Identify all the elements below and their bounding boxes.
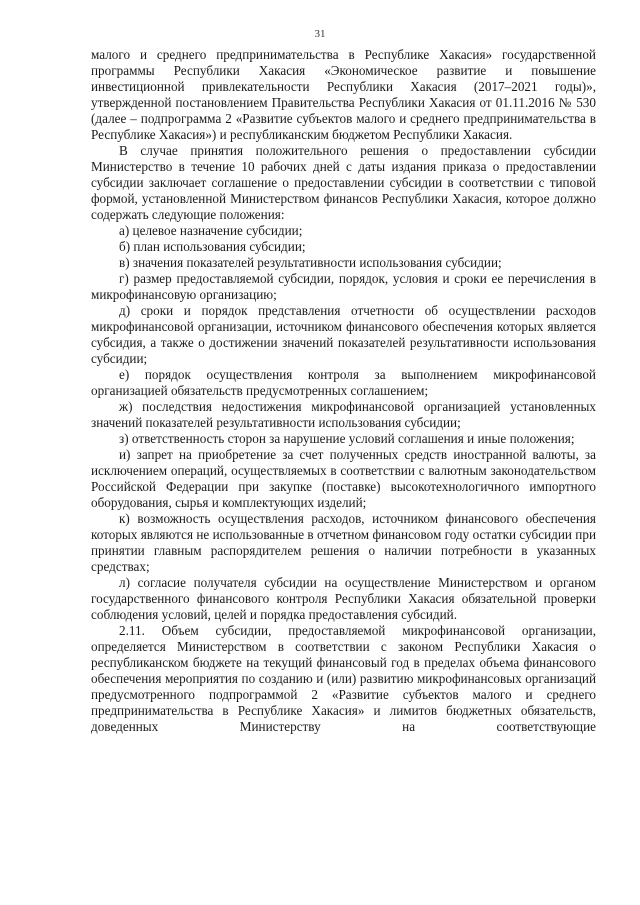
list-item-e: е) порядок осуществления контроля за выполнением микрофинансовой организацией обязательств предусмотренных соглашением; — [91, 367, 596, 398]
list-item-zh: ж) последствия недостижения микрофинансовой организацией установленных значений показателей результативности использования субсидии; — [91, 399, 596, 430]
paragraph-section-2-11: 2.11. Объем субсидии, предоставляемой микрофинансовой организации, определяется Министерством в соответствии с законом Республики Хакасия о республиканском бюджете на текущий финансовый год в пределах объема финансового обеспечения мероприятия по созданию и (или) развитию микрофинансовых организаций предусмотренного подпрограммой 2 «Развитие субъектов малого и среднего предпринимательства в Республике Хакасия» и лимитов бюджетных обязательств, доведенных Министерству на соответствующие — [91, 623, 596, 734]
paragraph-agreement: В случае принятия положительного решения о предоставлении субсидии Министерство в течение 10 рабочих дней с даты издания приказа о предоставлении субсидии заключает соглашение о предоставлении субсидии в соответствии с типовой формой, установленной Министерством финансов Республики Хакасия, которое должно содержать следующие положения: — [91, 143, 596, 222]
list-item-l: л) согласие получателя субсидии на осуществление Министерством и органом государственного финансового контроля Республики Хакасия обязательной проверки соблюдения условий, целей и порядка предоставления субсидий. — [91, 575, 596, 622]
page-number: 31 — [314, 28, 326, 40]
list-item-a: а) целевое назначение субсидии; — [119, 223, 303, 238]
list-item-k: к) возможность осуществления расходов, источником финансового обеспечения которых являются не использованные в отчетном финансовом году остатки субсидии при принятии главным распорядителем решения о наличии потребности в указанных средствах; — [91, 511, 596, 574]
list-item-v: в) значения показателей результативности использования субсидии; — [119, 255, 502, 270]
list-item-b: б) план использования субсидии; — [119, 239, 306, 254]
list-item-z: з) ответственность сторон за нарушение условий соглашения и иные положения; — [119, 431, 575, 446]
page-body — [91, 47, 596, 735]
list-item-d: д) сроки и порядок представления отчетности об осуществлении расходов микрофинансовой организации, источником финансового обеспечения которых является субсидия, а также о достижении значений показателей результативности использования субсидии; — [91, 303, 596, 366]
paragraph-intro: малого и среднего предпринимательства в Республике Хакасия» государственной программы Республики Хакасия «Экономическое развитие и повышение инвестиционной привлекательности Республики Хакасия (2017–2021 годы)», утвержденной постановлением Правительства Республики Хакасия от 01.11.2016 № 530 (далее – подпрограмма 2 «Развитие субъектов малого и среднего предпринимательства в Республике Хакасия») и республиканским бюджетом Республики Хакасия. — [91, 47, 596, 142]
list-item-i: и) запрет на приобретение за счет полученных средств иностранной валюты, за исключением операций, осуществляемых в соответствии с валютным законодательством Российской Федерации при закупке (поставке) высокотехнологичного импортного оборудования, сырья и комплектующих изделий; — [91, 447, 596, 510]
list-item-g: г) размер предоставляемой субсидии, порядок, условия и сроки ее перечисления в микрофинансовую организацию; — [91, 271, 596, 302]
